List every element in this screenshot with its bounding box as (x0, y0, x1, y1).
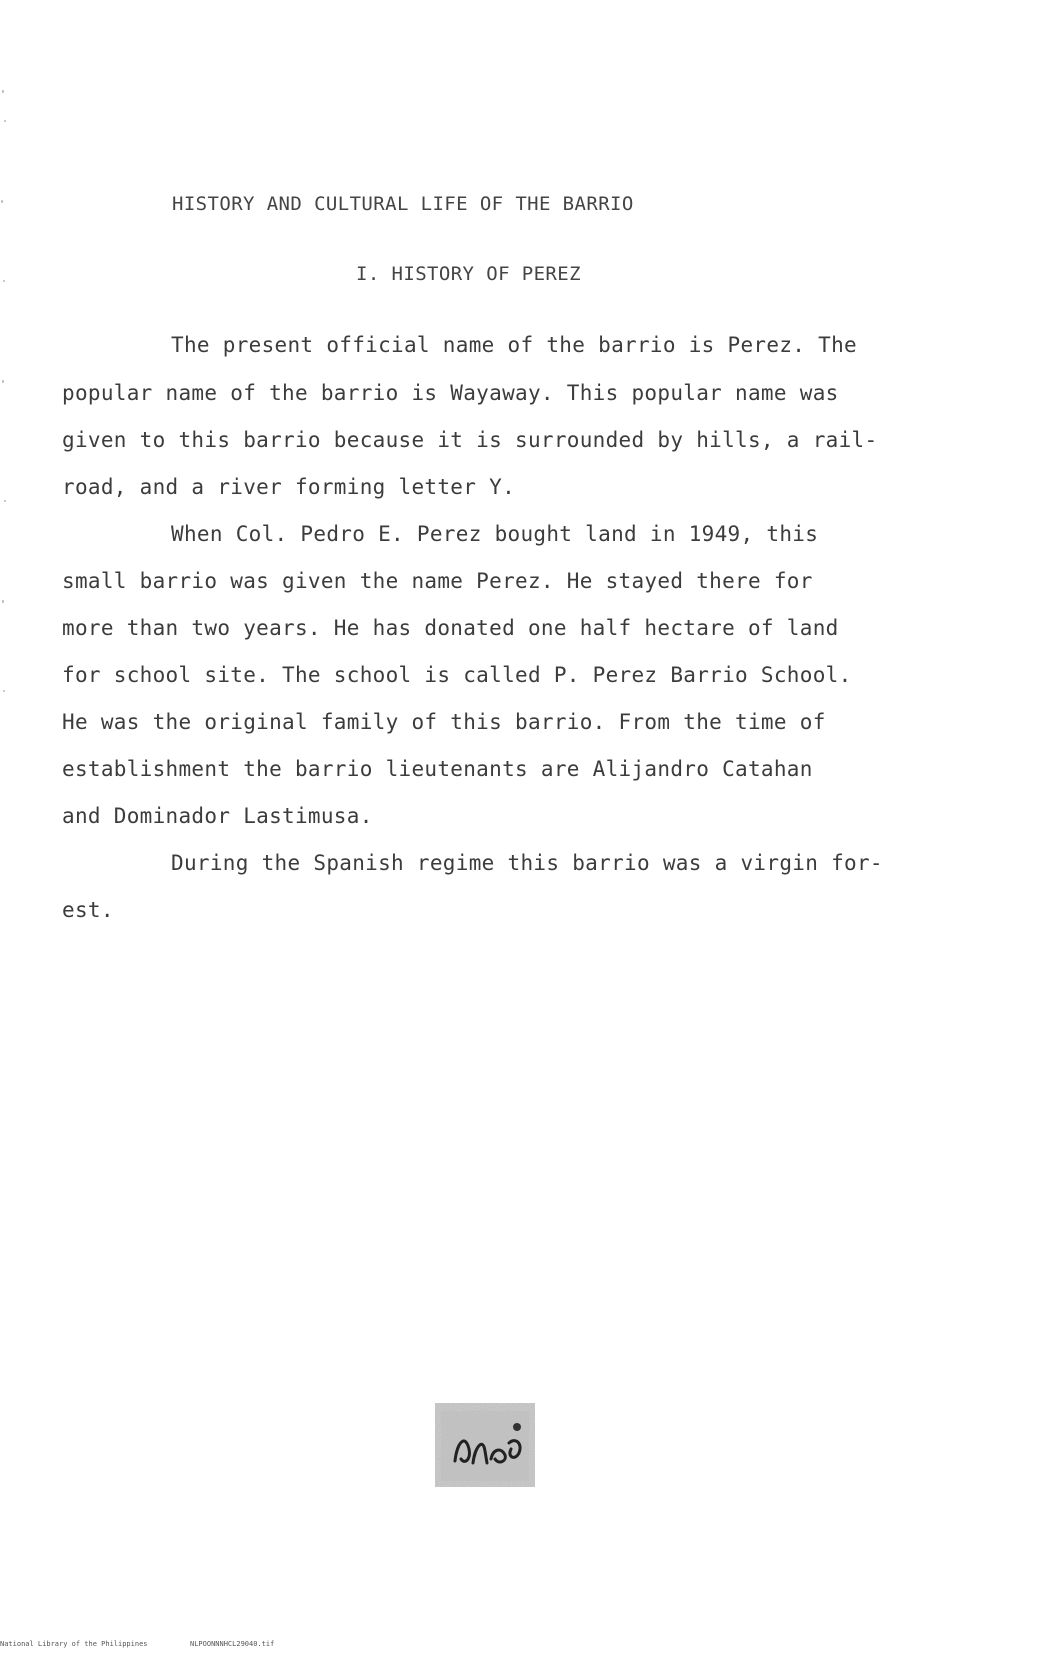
section-heading: I. HISTORY OF PEREZ (356, 263, 581, 285)
document-title: HISTORY AND CULTURAL LIFE OF THE BARRIO (172, 193, 634, 215)
text-line: He was the original family of this barrio. From the time of (62, 710, 826, 734)
text-line: popular name of the barrio is Wayaway. This popular name was (62, 381, 839, 405)
text-line: given to this barrio because it is surrounded by hills, a rail- (62, 428, 878, 452)
library-stamp-image (435, 1403, 535, 1487)
text-line: small barrio was given the name Perez. He stayed there for (62, 569, 813, 593)
text-line: road, and a river forming letter Y. (62, 475, 516, 499)
text-line: more than two years. He has donated one half hectare of land (62, 616, 839, 640)
text-line: establishment the barrio lieutenants are Alijandro Catahan (62, 757, 813, 781)
text-line: During the Spanish regime this barrio was a virgin for- (171, 851, 883, 875)
text-line: When Col. Pedro E. Perez bought land in 1949, this (171, 522, 819, 546)
footer-library-name: National Library of the Philippines (0, 1640, 148, 1648)
text-line: est. (62, 898, 114, 922)
footer-filename: NLPOONNNHCL29040.tif (190, 1640, 275, 1648)
text-line: for school site. The school is called P. Perez Barrio School. (62, 663, 852, 687)
text-line: and Dominador Lastimusa. (62, 804, 373, 828)
text-line: The present official name of the barrio is Perez. The (171, 333, 857, 357)
scan-margin-marks (0, 80, 10, 720)
